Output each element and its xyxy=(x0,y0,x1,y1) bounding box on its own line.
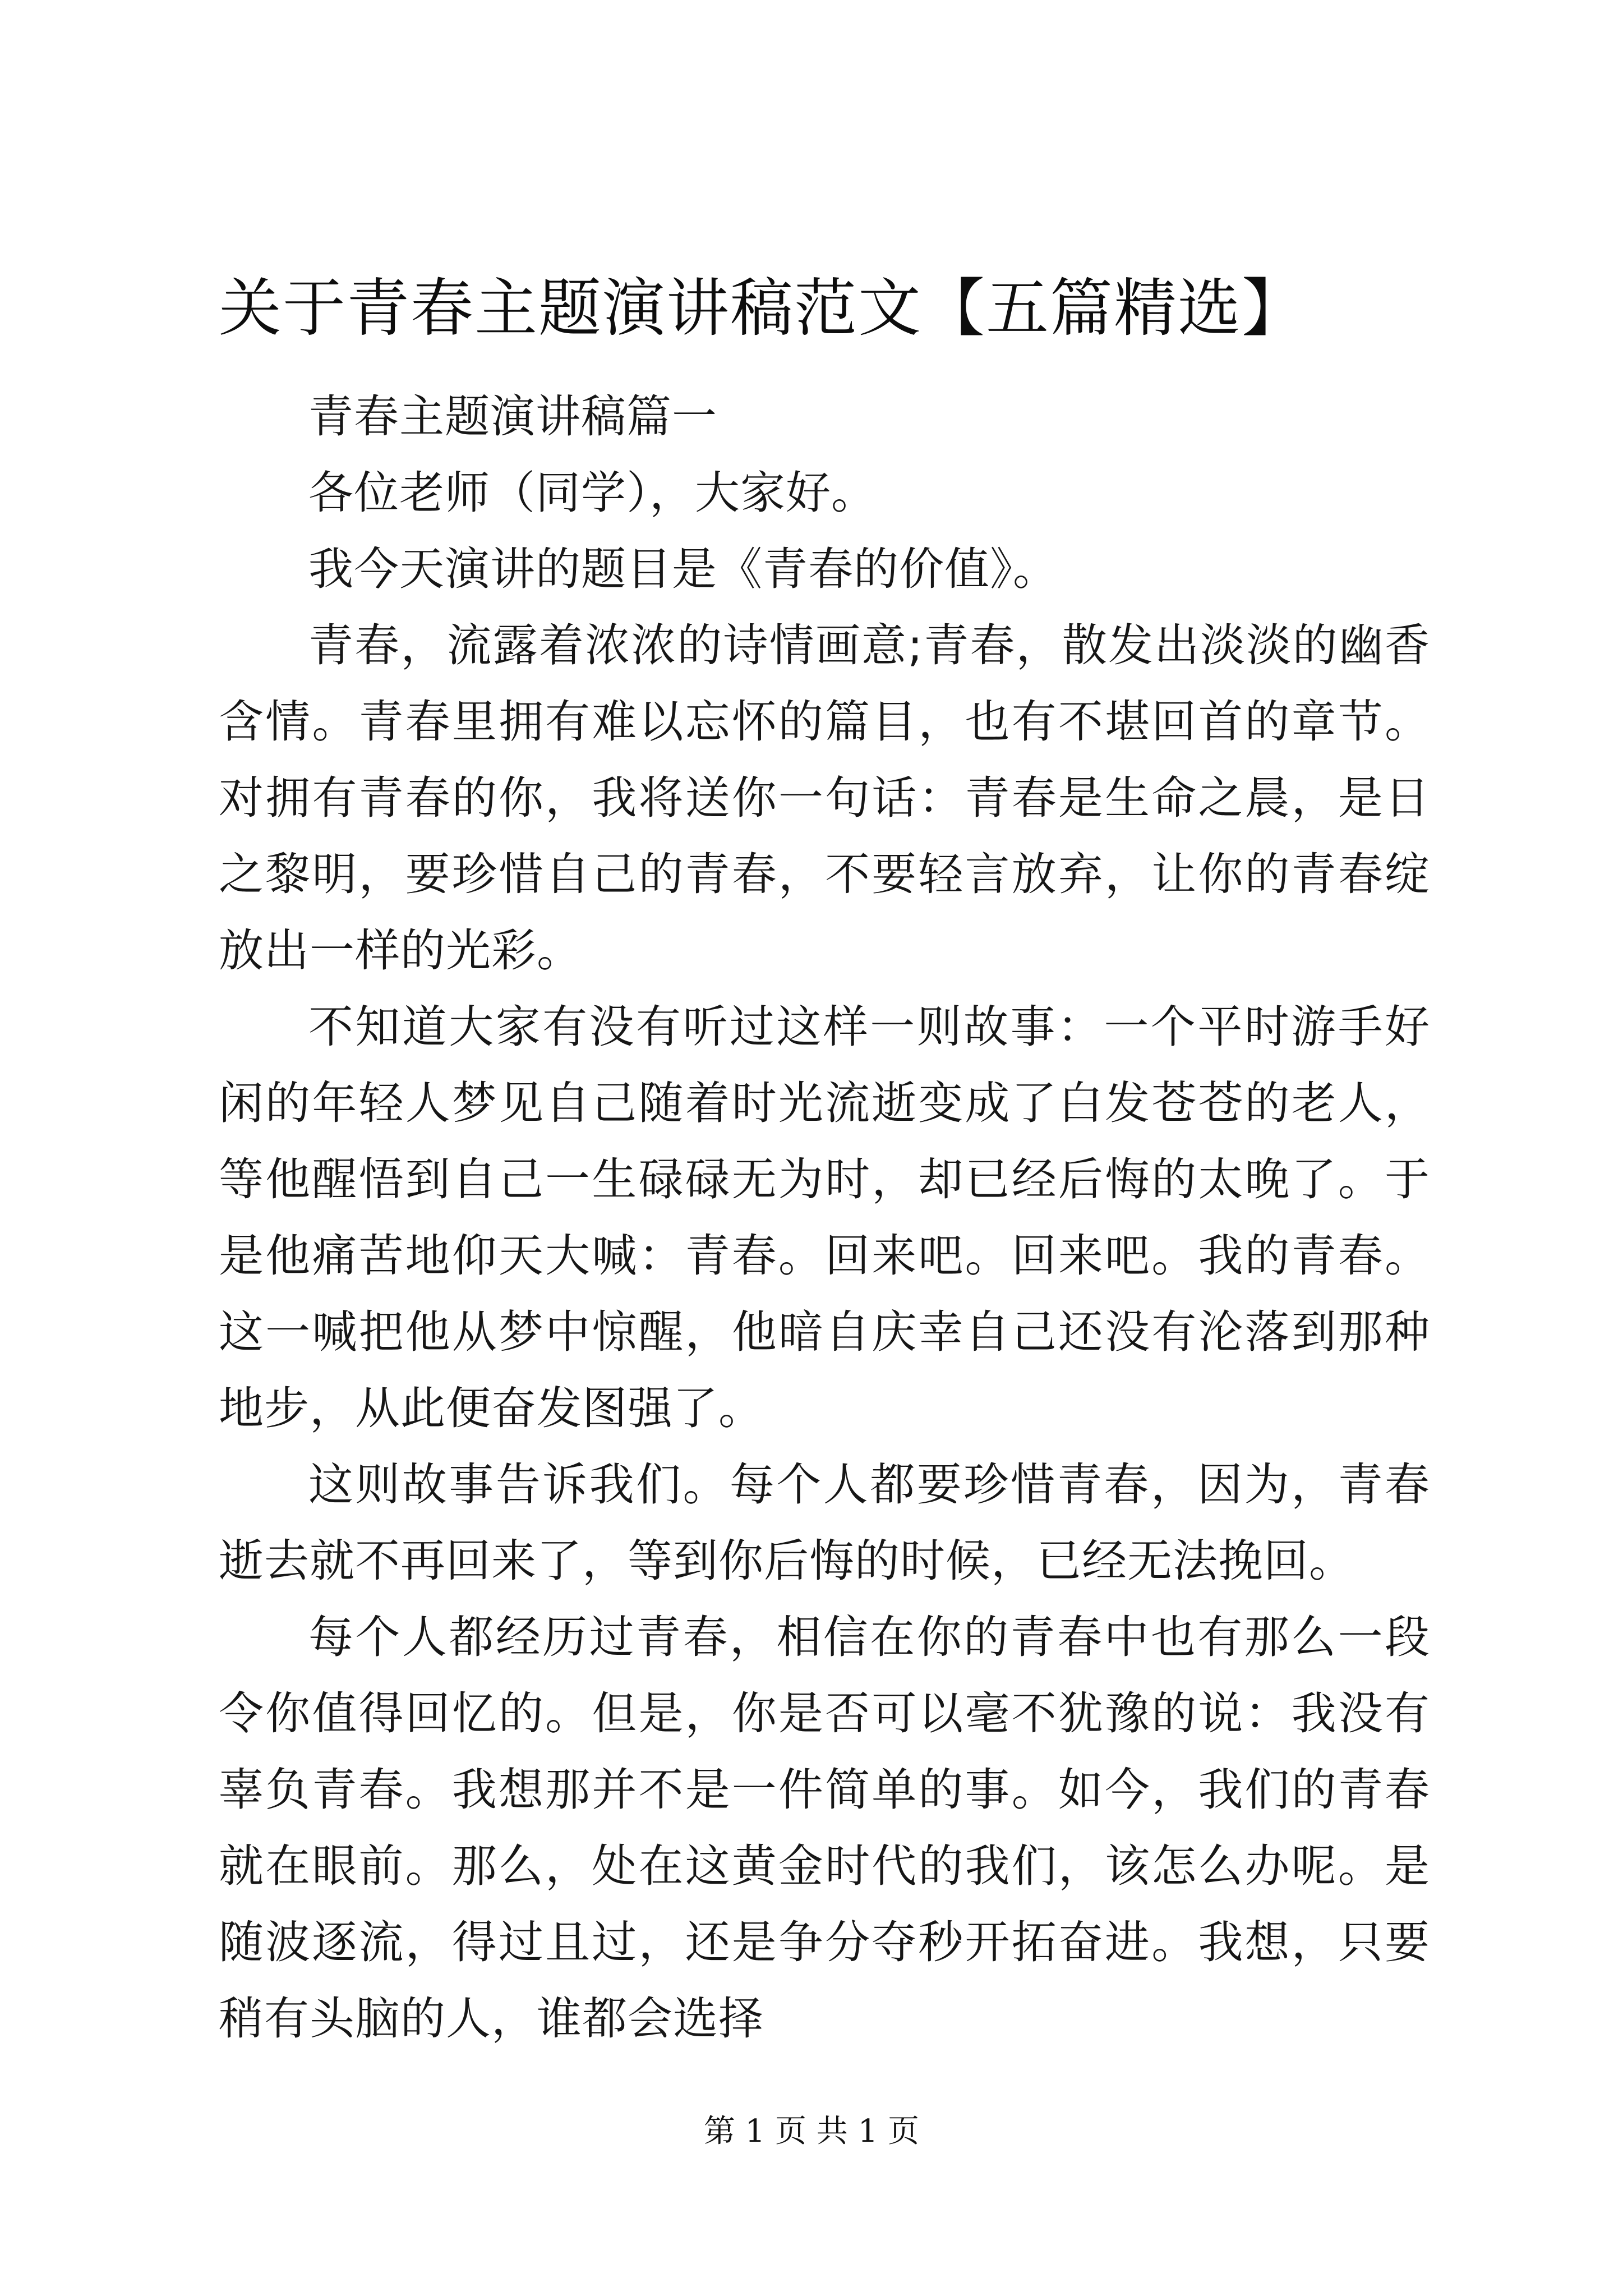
paragraph: 这则故事告诉我们。每个人都要珍惜青春，因为，青春逝去就不再回来了，等到你后悔的时候，已经无法挽回。 xyxy=(219,1458,1430,1587)
paragraph: 我今天演讲的题目是《青春的价值》。 xyxy=(308,543,1058,595)
page-number-label: 第 1 页 共 1 页 xyxy=(703,2113,920,2150)
paragraph: 青春主题演讲稿篇一 xyxy=(308,390,717,443)
page-footer xyxy=(0,2109,1623,2154)
document-body xyxy=(219,379,1430,2057)
paragraph: 青春，流露着浓浓的诗情画意;青春，散发出淡淡的幽香含情。青春里拥有难以忘怀的篇目，也有不堪回首的章节。对拥有青春的你，我将送你一句话：青春是生命之晨，是日之黎明，要珍惜自己的青春，不要轻言放弃，让你的青春绽放出一样的光彩。 xyxy=(219,619,1430,977)
document-title: 关于青春主题演讲稿范文【五篇精选】 xyxy=(219,272,1306,345)
paragraph: 各位老师（同学），大家好。 xyxy=(308,467,877,519)
paragraph: 不知道大家有没有听过这样一则故事：一个平时游手好闲的年轻人梦见自己随着时光流逝变成了白发苍苍的老人，等他醒悟到自己一生碌碌无为时，却已经后悔的太晚了。于是他痛苦地仰天大喊：青春。回来吧。回来吧。我的青春。这一喊把他从梦中惊醒，他暗自庆幸自己还没有沦落到那种地步，从此便奋发图强了。 xyxy=(219,1001,1430,1434)
paragraph: 每个人都经历过青春，相信在你的青春中也有那么一段令你值得回忆的。但是，你是否可以毫不犹豫的说：我没有辜负青春。我想那并不是一件简单的事。如今，我们的青春就在眼前。那么，处在这黄金时代的我们，该怎么办呢。是随波逐流，得过且过，还是争分夺秒开拓奋进。我想，只要稍有头脑的人，谁都会选择 xyxy=(219,1611,1430,2045)
